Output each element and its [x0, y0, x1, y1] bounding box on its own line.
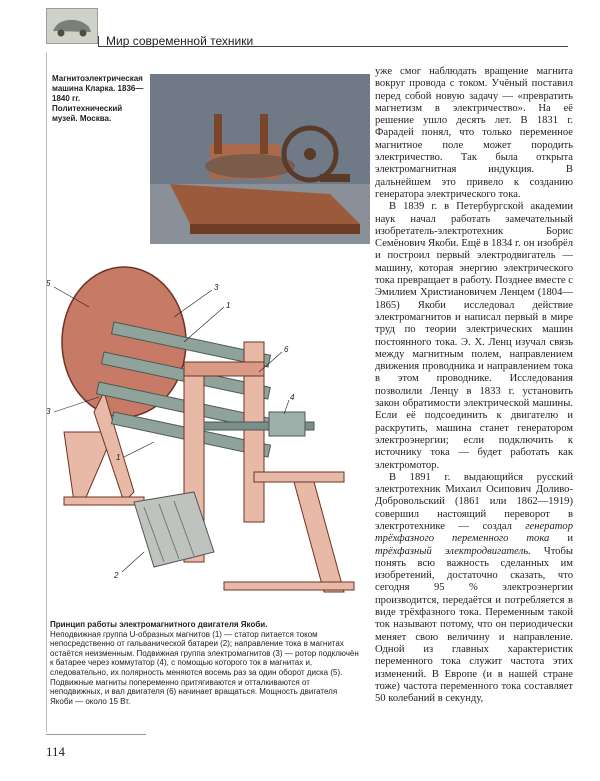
emphasis: трёхфазный электродвигатель — [375, 545, 529, 557]
diagram-caption-title: Принцип работы электромагнитного двигателя Якоби. — [50, 620, 268, 629]
section-title: Мир современной техники — [106, 34, 254, 48]
jacobi-motor-diagram — [44, 262, 362, 614]
emphasis: генератор трёхфазного переменного тока — [375, 520, 573, 545]
photo-caption: Магнитоэлектрическая машина Кларка. 1836—1840 гг. Политехнический музей. Москва. — [52, 74, 144, 123]
label-rotor-left: 3 — [46, 407, 51, 416]
book-logo — [46, 8, 98, 44]
paragraph-text: В 1891 г. выдающийся русский электротехник Михаил Осипович Доливо-Добровольский (1861 или 1862—1919) совершил настоящий переворот в электротехнике — создал — [375, 471, 573, 532]
diagram-caption-text: Неподвижная группа U-образных магнитов (1) — статор питается током непосредственно от гальванической батареи (2); направление тока в магнитах остаётся неизменным. Подвижная группа электромагнитов (3) — ротор подключён к батарее через коммутатор (4), с помощью которого ток в магнитах и, следовательно, их полярность меняются восемь раз за один оборот диска (5). Подвижные магниты попеременно притягиваются и отталкиваются от неподвижных, и вал двигателя (6) начинает вращаться. Мощность двигателя Якоби — около 15 Вт. — [50, 629, 359, 706]
label-rotor-top: 3 — [214, 283, 219, 292]
paragraph — [375, 472, 573, 706]
label-disk: 5 — [46, 279, 51, 288]
diagram-caption — [50, 620, 362, 706]
page-number: 114 — [46, 744, 66, 759]
label-stator-bottom: 1 — [116, 453, 121, 462]
body-text-column — [375, 66, 573, 705]
label-stator-top: 1 — [226, 301, 231, 310]
margin-rule — [46, 52, 47, 732]
label-commutator: 4 — [290, 393, 295, 402]
car-logo-icon — [47, 9, 97, 43]
paragraph-text: . Чтобы понять всю важность сделанных им изобретений, достаточно сказать, что сегодня 95 % электроэнергии производится, передаётся и потребляется в виде трёхфазного тока. Переменным такой ток называют потому, что он периодически меняет свою величину и направление. Одной из главных характеристик переменного тока служит частота этих изменений. В Европе (и в нашей стране тоже) частота переменного тока составляет 50 колебаний в секунду, — [375, 545, 573, 705]
clark-machine-photo — [150, 74, 370, 244]
paragraph: уже смог наблюдать вращение магнита вокруг провода с током. Учёный поставил перед собой новую задачу — «превратить магнетизм в электричество». На её решение ушло десять лет. В 1831 г. Фарадей понял, что только переменное магнитное поле может породить электричество. Так была открыта электромагнитная индукция. В дальнейшем это привело к созданию генератора электрического тока. — [375, 66, 573, 200]
paragraph-text: и — [549, 533, 573, 545]
header-tick — [98, 36, 99, 46]
commutator — [269, 412, 305, 436]
label-shaft: 6 — [284, 345, 289, 354]
footer-rule — [46, 734, 146, 735]
paragraph: В 1839 г. в Петербургской академии наук начал работать замечательный изобретатель-электротехник Борис Семёнович Якоби. Ещё в 1834 г. он изобрёл и построил первый электродвигатель — машину, которая энергию электрического тока превращает в работу. Позднее вместе с Эмилием Христиановичем Ленцем (1804—1865) Якоби исследовал действие электромагнитов и написал первый в мире труд по теории электрических машин постоянного тока. Э. Х. Ленц изучал связь между магнитным полем, направлением движения проводника и направлением тока в этом проводнике. Исследования позволили Ленцу в 1833 г. установить закон обратимости электрической машины. Если её подсоединить к двигателю и раскрутить, машина станет генератором электроэнергии; если подключить к источнику тока — будет работать как электромотор. — [375, 201, 573, 471]
label-battery: 2 — [114, 571, 119, 580]
